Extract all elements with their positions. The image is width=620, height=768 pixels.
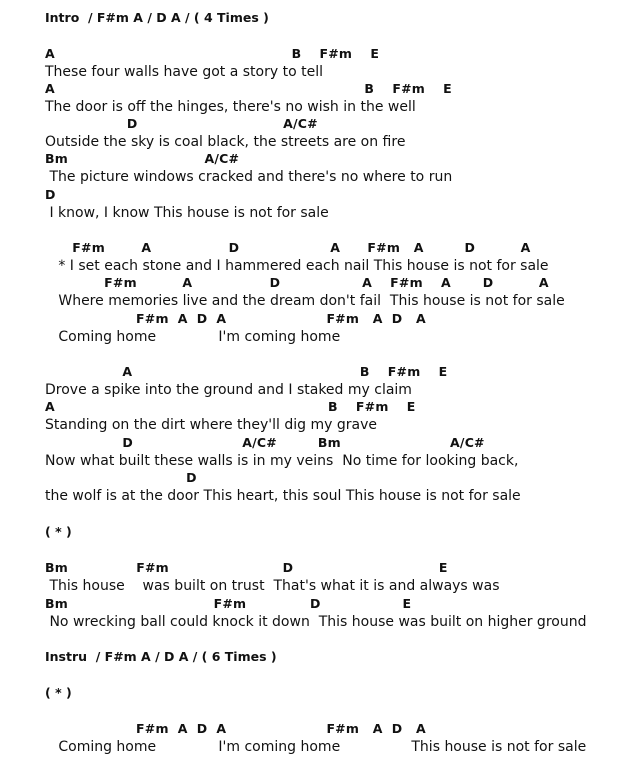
lyric-line: The picture windows cracked and there's no where to run (45, 169, 453, 185)
chord-line: D A/C# Bm A/C# (45, 435, 485, 450)
lyric-line: Where memories live and the dream don't fail This house is not for sale (45, 293, 565, 309)
lyric-line: Standing on the dirt where they'll dig my grave (45, 417, 377, 433)
chord-line: Bm F#m D E (45, 596, 412, 611)
intro-heading: Intro / F#m A / D A / ( 4 Times ) (45, 10, 269, 25)
lyric-line: These four walls have got a story to tell (45, 64, 323, 80)
chord-line: Bm A/C# (45, 151, 240, 166)
chord-line: F#m A D A F#m A D A (45, 721, 426, 736)
chord-line: F#m A D A F#m A D A (45, 275, 549, 290)
chord-line: D (45, 470, 197, 485)
chord-line: A B F#m E (45, 46, 380, 61)
lyric-line: This house was built on trust That's what it is and always was (45, 578, 500, 594)
chord-line: A B F#m E (45, 364, 448, 379)
lyric-line: Now what built these walls is in my veins No time for looking back, (45, 453, 519, 469)
lyric-line: Outside the sky is coal black, the streets are on fire (45, 134, 406, 150)
chord-line: D (45, 187, 56, 202)
lyric-line: I know, I know This house is not for sale (45, 205, 329, 221)
chord-line: F#m A D A F#m A D A (45, 240, 531, 255)
instrumental-heading: Instru / F#m A / D A / ( 6 Times ) (45, 649, 277, 664)
lyric-line: The door is off the hinges, there's no wish in the well (45, 99, 416, 115)
chorus-repeat-marker: ( * ) (45, 685, 72, 700)
lyric-line: Coming home I'm coming home This house is not for sale (45, 739, 587, 755)
lyric-line: the wolf is at the door This heart, this soul This house is not for sale (45, 488, 521, 504)
chord-line: D A/C# (45, 116, 318, 131)
chord-line: F#m A D A F#m A D A (45, 311, 426, 326)
lyric-line: Drove a spike into the ground and I staked my claim (45, 382, 412, 398)
lyric-line: No wrecking ball could knock it down This house was built on higher ground (45, 614, 587, 630)
chord-line: A B F#m E (45, 81, 452, 96)
chord-line: A B F#m E (45, 399, 416, 414)
chord-line: Bm F#m D E (45, 560, 448, 575)
lyric-line: Coming home I'm coming home (45, 329, 341, 345)
chorus-repeat-marker: ( * ) (45, 524, 72, 539)
lyric-line: * I set each stone and I hammered each nail This house is not for sale (45, 258, 549, 274)
